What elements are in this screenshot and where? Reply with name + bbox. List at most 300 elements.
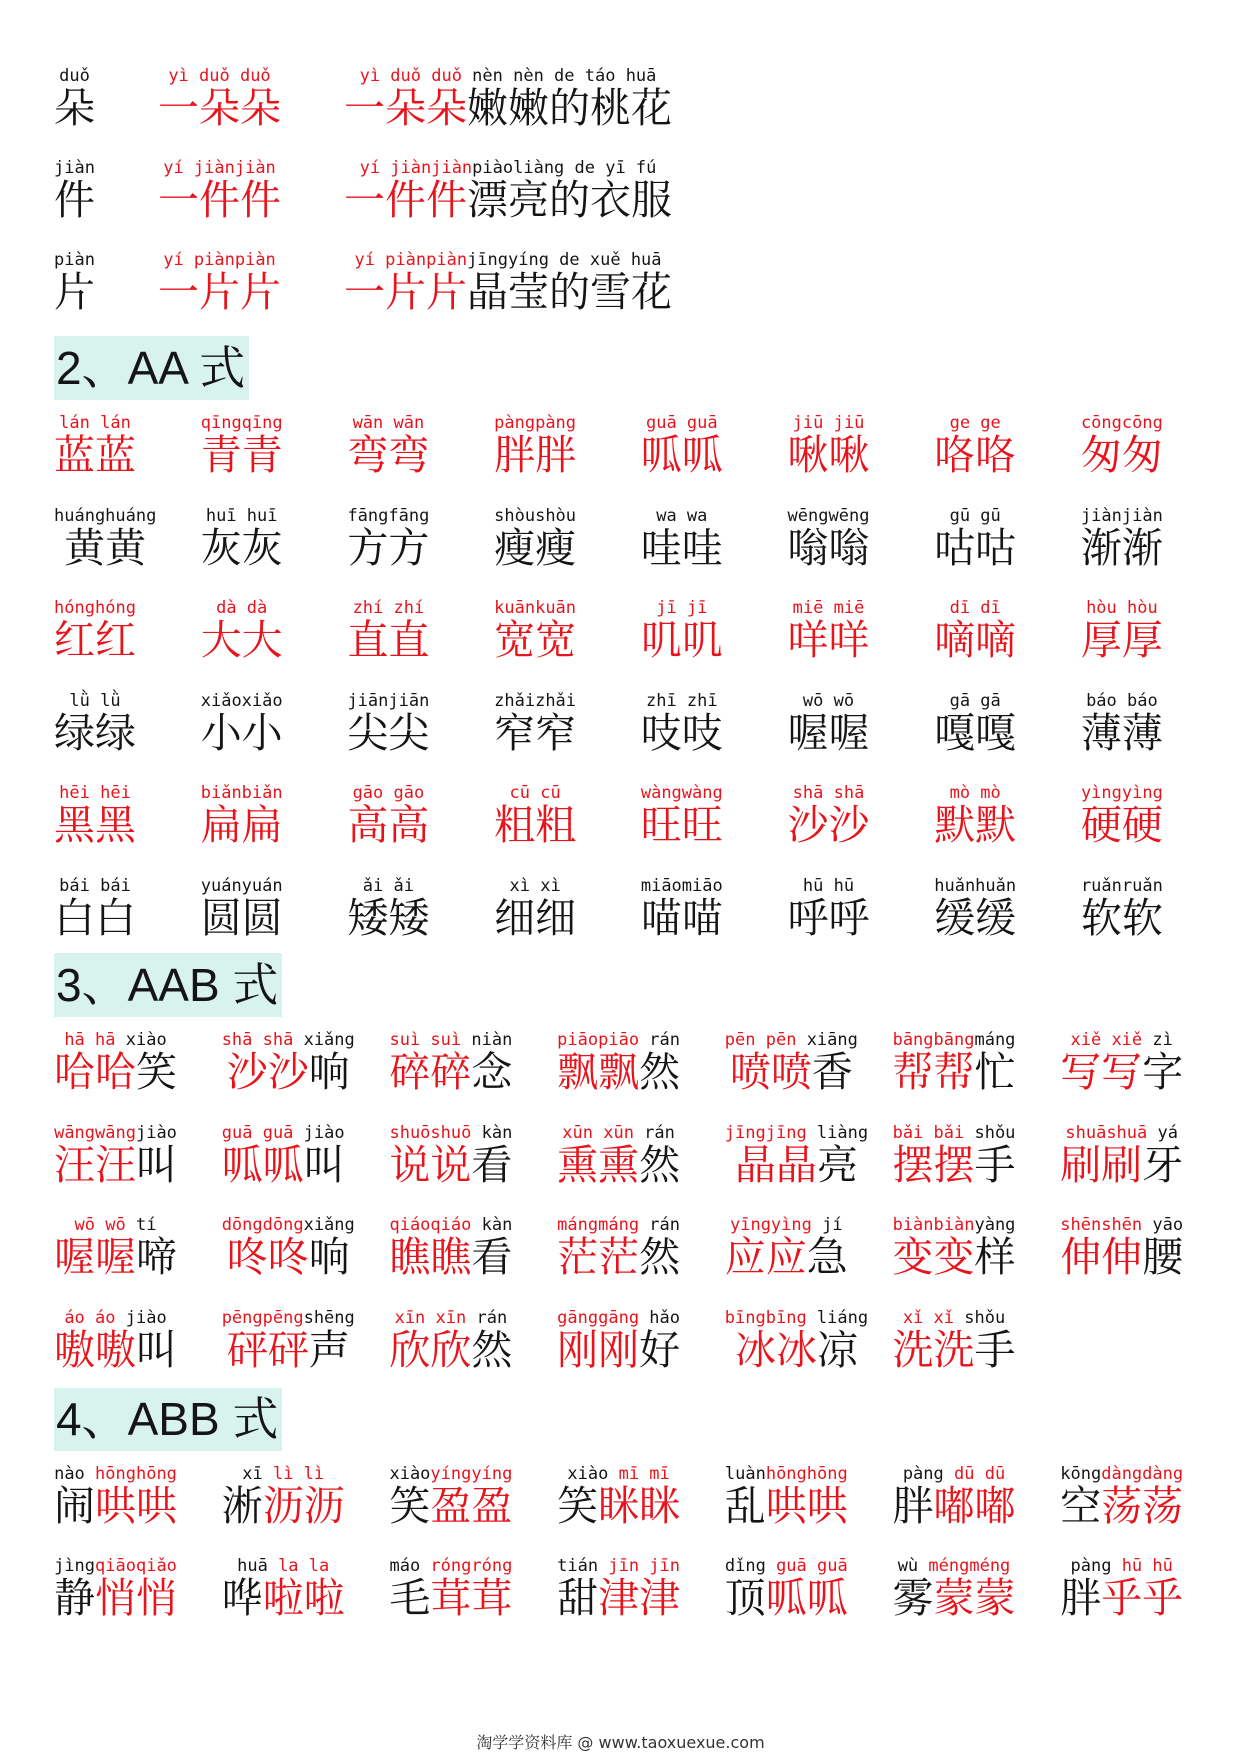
aa-word: [347, 506, 429, 570]
characters-part-a: 欣欣: [389, 1325, 472, 1374]
aa-word: [201, 876, 283, 940]
pinyin-part-a: áo áo: [64, 1307, 116, 1328]
aa-word: [201, 413, 283, 477]
pinyin-part-b: hū hū: [1111, 1556, 1173, 1576]
pinyin: [389, 1123, 512, 1143]
characters: [221, 1481, 345, 1530]
characters: [557, 1576, 680, 1620]
characters: [227, 1235, 350, 1279]
characters-part-b: 啼: [136, 1233, 177, 1281]
characters-part-b: 乎乎: [1101, 1574, 1184, 1622]
pinyin-part-b: liàng: [806, 1122, 869, 1143]
characters: [54, 1235, 177, 1279]
abb-word: [389, 1464, 512, 1528]
characters: 窄窄: [494, 708, 577, 757]
pinyin-part-b: kàn: [471, 1122, 513, 1143]
pinyin-part-b: tí: [125, 1215, 157, 1235]
characters: [221, 1140, 345, 1189]
pinyin: [222, 1123, 345, 1143]
pinyin: [725, 1030, 858, 1050]
characters-part-b: 叫: [136, 1325, 177, 1374]
pinyin: zhǎizhǎi: [494, 690, 577, 711]
pinyin: wān wān: [352, 413, 425, 433]
aa-word: [641, 876, 723, 940]
characters-part-b: 嫩嫩的桃花: [467, 84, 672, 132]
aa-word: [347, 598, 429, 662]
pinyin: wō wō: [802, 690, 855, 711]
aa-word: [494, 598, 576, 662]
pinyin-part-b: rán: [639, 1215, 681, 1235]
pinyin: mò mò: [949, 783, 1001, 803]
aa-word: [494, 413, 576, 477]
characters-part-b: 响: [308, 1233, 350, 1281]
aab-word: [557, 1308, 680, 1372]
aab-word: [222, 1123, 345, 1187]
characters-part-a: 应应: [724, 1233, 807, 1281]
characters-part-b: 好: [639, 1325, 681, 1374]
pinyin-part-a: bīngbīng: [724, 1307, 807, 1328]
characters: [54, 1050, 177, 1094]
characters: [389, 1325, 513, 1374]
pinyin-part-b: yíngyíng: [430, 1463, 513, 1484]
measure-word: [54, 66, 95, 130]
aa-word: [1081, 506, 1163, 570]
pinyin: ruǎnruǎn: [1080, 875, 1163, 896]
aab-word: [54, 1123, 177, 1187]
pinyin: [903, 1308, 1005, 1328]
characters-part-a: 帮帮: [892, 1048, 975, 1096]
pinyin: [242, 1464, 324, 1484]
section-title-aa: 2、AA 式: [54, 336, 249, 400]
characters: [725, 1235, 848, 1279]
pinyin: [222, 1215, 355, 1235]
pinyin-part-b: nèn nèn de táo huā: [461, 66, 657, 86]
aa-word: [788, 783, 870, 847]
aab-word: [389, 1123, 512, 1187]
characters: [1060, 1050, 1183, 1094]
characters-part-a: 顶: [724, 1574, 766, 1622]
characters-part-b: 盈盈: [430, 1481, 513, 1530]
pinyin: [893, 1215, 1016, 1235]
characters: 呼呼: [787, 893, 870, 942]
aa-word: [494, 691, 576, 755]
characters: 高高: [347, 801, 430, 849]
characters-part-b: 蒙蒙: [933, 1574, 1016, 1622]
pinyin-part-a: shēnshēn: [1060, 1215, 1143, 1235]
characters: [389, 1235, 512, 1279]
characters-part-a: 汪汪: [54, 1140, 136, 1189]
aab-word: [389, 1308, 512, 1372]
pinyin: [730, 1215, 843, 1235]
characters: 细细: [494, 893, 577, 942]
pinyin-part-a: xiě xiě: [1070, 1030, 1143, 1050]
characters: [54, 1481, 177, 1530]
characters-part-a: 甜: [557, 1574, 599, 1622]
aa-word: [641, 691, 723, 755]
section-title-aab: 3、AAB 式: [54, 953, 282, 1017]
characters-part-b: 叫: [136, 1140, 177, 1189]
pinyin: hòu hòu: [1086, 598, 1158, 618]
characters-part-a: 笑: [557, 1481, 599, 1530]
aa-word: [347, 413, 429, 477]
aa-word: [934, 691, 1016, 755]
pinyin-part-b: dàngdàng: [1101, 1463, 1184, 1484]
characters: 硬硬: [1080, 801, 1163, 849]
pinyin: duǒ: [59, 66, 90, 86]
aa-word: [1081, 413, 1163, 477]
aa-word: [934, 413, 1016, 477]
measure-word-phrase: [158, 66, 281, 130]
aab-word: [557, 1030, 680, 1094]
characters: 吱吱: [640, 708, 723, 757]
characters-part-a: 淅: [221, 1481, 263, 1530]
pinyin-part-a: tián: [557, 1556, 599, 1576]
characters-part-b: 样: [974, 1233, 1016, 1281]
pinyin: pàngpàng: [494, 413, 577, 433]
abb-word: [389, 1556, 512, 1620]
characters-part-a: 冰冰: [734, 1325, 817, 1374]
pinyin: shòushòu: [494, 505, 577, 526]
characters: [54, 1140, 177, 1189]
characters-part-b: 响: [308, 1048, 350, 1096]
aa-word: [788, 691, 870, 755]
characters: [557, 1235, 680, 1279]
characters: 旺旺: [640, 801, 723, 849]
pinyin-part-a: xiào: [389, 1463, 431, 1484]
abb-word: [893, 1464, 1016, 1528]
characters: 咩咩: [787, 616, 870, 664]
pinyin-part-b: róngróng: [420, 1556, 513, 1576]
pinyin: jiàn: [54, 158, 95, 178]
aab-word: [893, 1215, 1016, 1279]
aa-word: [788, 506, 870, 570]
aab-word: [1060, 1215, 1183, 1279]
pinyin: [75, 1215, 157, 1235]
characters: [226, 1325, 350, 1374]
characters-part-a: 沙沙: [226, 1048, 309, 1096]
pinyin-part-a: yīngyìng: [729, 1215, 812, 1235]
characters-part-b: 津津: [598, 1574, 681, 1622]
abb-word: [54, 1464, 177, 1528]
characters-part-b: 笑: [136, 1048, 177, 1096]
aa-word: [641, 783, 723, 847]
characters-part-b: 然: [639, 1048, 681, 1096]
characters-part-b: 腰: [1142, 1233, 1184, 1281]
characters: [389, 1576, 512, 1620]
pinyin: yì duǒ duǒ: [168, 66, 271, 86]
characters-part-a: 哗: [221, 1574, 263, 1622]
measure-word: [54, 158, 95, 222]
characters-part-b: 牙: [1142, 1140, 1184, 1189]
abb-word: [222, 1556, 345, 1620]
pinyin-part-a: wō wō: [74, 1215, 126, 1235]
characters-part-a: 静: [54, 1574, 95, 1622]
pinyin-part-a: shā shā: [221, 1030, 294, 1050]
characters-part-a: 写写: [1060, 1048, 1143, 1096]
characters-part-b: 呱呱: [765, 1574, 848, 1622]
aa-word: [934, 876, 1016, 940]
characters-part-b: 看: [471, 1233, 513, 1281]
characters: [892, 1481, 1016, 1530]
measure-word-example: [344, 66, 672, 130]
pinyin: [389, 1030, 512, 1050]
characters: 嘎嘎: [934, 708, 1017, 757]
pinyin-part-a: qiáoqiáo: [389, 1215, 472, 1235]
pinyin: yuányuán: [200, 875, 283, 896]
pinyin-part-b: xiào: [115, 1030, 167, 1050]
characters: 嗡嗡: [787, 523, 870, 572]
pinyin: [557, 1030, 680, 1050]
aa-word: [641, 413, 723, 477]
pinyin-part-b: shǒu: [954, 1307, 1006, 1328]
characters-part-a: 瞧瞧: [389, 1233, 472, 1281]
pinyin: [898, 1556, 1011, 1576]
characters: 矮矮: [347, 893, 430, 942]
pinyin: yìngyìng: [1080, 783, 1163, 803]
pinyin-part-b: liáng: [806, 1307, 869, 1328]
pinyin: [725, 1464, 848, 1484]
pinyin-part-b: jí: [811, 1215, 843, 1235]
characters-part-b: 亮: [816, 1140, 858, 1189]
aa-word: [347, 691, 429, 755]
pinyin-part-b: kàn: [471, 1215, 513, 1235]
pinyin: [557, 1556, 680, 1576]
characters: [893, 1576, 1016, 1620]
pinyin-part-a: gānggāng: [557, 1307, 640, 1328]
pinyin-part-b: hǎo: [639, 1307, 681, 1328]
pinyin-part-b: rán: [633, 1122, 675, 1143]
characters: 薄薄: [1080, 708, 1163, 757]
characters-part-b: 声: [308, 1325, 350, 1374]
pinyin: guā guā: [645, 413, 718, 433]
pinyin-part-b: guā guā: [765, 1556, 848, 1576]
characters-part-b: 香: [811, 1048, 853, 1096]
characters-part-a: 砰砰: [226, 1325, 309, 1374]
pinyin-part-a: suì suì: [389, 1030, 462, 1050]
abb-word: [54, 1556, 177, 1620]
characters-part-b: 看: [471, 1140, 513, 1189]
pinyin: [54, 1123, 177, 1143]
pinyin-part-a: luàn: [724, 1463, 766, 1484]
characters-part-b: 茸茸: [430, 1574, 513, 1622]
characters: [1060, 1576, 1183, 1620]
pinyin-part-b: lì lì: [262, 1463, 325, 1484]
characters: 黄黄: [64, 523, 147, 572]
aa-word: [788, 876, 870, 940]
pinyin-part-a: xī: [242, 1463, 263, 1484]
pinyin: hēi hēi: [59, 783, 131, 803]
pinyin: wa wa: [656, 505, 708, 526]
abb-word: [1060, 1556, 1183, 1620]
aa-word: [1081, 598, 1163, 662]
characters: [725, 1576, 848, 1620]
characters: 叽叽: [640, 616, 723, 664]
pinyin-part-a: yí jiànjiàn: [359, 158, 473, 178]
characters-part-a: 喔喔: [54, 1233, 136, 1281]
abb-word: [222, 1464, 345, 1528]
pinyin: qīngqīng: [200, 413, 283, 433]
pinyin: [1065, 1123, 1178, 1143]
pinyin-part-a: pēngpēng: [221, 1307, 304, 1328]
characters: 喔喔: [787, 708, 870, 757]
characters: [1060, 1140, 1184, 1189]
aab-word: [725, 1030, 858, 1094]
characters: 大大: [200, 616, 283, 664]
pinyin-part-b: rán: [466, 1307, 508, 1328]
pinyin: yí piànpiàn: [163, 250, 276, 270]
characters-part-b: 忙: [974, 1048, 1016, 1096]
characters-part-a: 碎碎: [389, 1048, 472, 1096]
pinyin: gū gū: [949, 505, 1001, 526]
characters-part-a: 一朵朵: [344, 84, 467, 132]
pinyin: [1071, 1030, 1173, 1050]
characters: [1060, 1235, 1183, 1279]
aab-word: [557, 1123, 680, 1187]
pinyin: [64, 1030, 166, 1050]
abb-word: [557, 1464, 680, 1528]
characters: 瘦瘦: [494, 523, 577, 572]
pinyin-part-a: mángmáng: [557, 1215, 640, 1235]
characters-part-b: 哄哄: [765, 1481, 848, 1530]
pinyin: [395, 1308, 508, 1328]
characters-part-b: 然: [471, 1325, 513, 1374]
pinyin-part-a: shuāshuā: [1065, 1122, 1148, 1143]
characters: 咯咯: [934, 431, 1017, 479]
pinyin-part-b: jiào: [293, 1122, 345, 1143]
aa-word: [1081, 691, 1163, 755]
characters-part-a: 胖: [1060, 1574, 1102, 1622]
characters: 宽宽: [494, 616, 577, 664]
pinyin: lǜ lǜ: [69, 690, 121, 711]
measure-word-phrase: [158, 158, 281, 222]
characters: 尖尖: [347, 708, 430, 757]
characters: 绿绿: [54, 708, 136, 757]
abb-word: [725, 1464, 848, 1528]
characters: 黑黑: [54, 801, 136, 849]
pinyin: gāo gāo: [352, 783, 425, 803]
characters-part-a: 闹: [54, 1481, 95, 1530]
pinyin-part-b: jiào: [135, 1122, 177, 1143]
pinyin: [222, 1030, 355, 1050]
pinyin: [567, 1464, 669, 1484]
pinyin: shā shā: [792, 783, 865, 803]
characters: [54, 1576, 177, 1620]
pinyin-part-b: xiǎng: [293, 1030, 355, 1050]
pinyin: fāngfāng: [347, 505, 430, 526]
pinyin-part-a: guā guā: [221, 1122, 294, 1143]
characters-part-b: 嘟嘟: [933, 1481, 1016, 1530]
pinyin: lán lán: [59, 413, 131, 433]
pinyin: miāomiāo: [640, 875, 723, 896]
characters: [892, 1140, 1016, 1189]
pinyin: hū hū: [802, 875, 855, 896]
pinyin-part-a: xūn xūn: [562, 1122, 634, 1143]
characters: 红红: [54, 616, 136, 664]
aa-word: [54, 691, 136, 755]
characters-part-b: 然: [639, 1140, 681, 1189]
aa-word: [494, 506, 576, 570]
pinyin: wēngwēng: [787, 505, 870, 526]
aab-word: [54, 1308, 177, 1372]
characters: [557, 1050, 680, 1094]
pinyin-part-b: zì: [1142, 1030, 1173, 1050]
pinyin: [389, 1464, 512, 1484]
characters: 啾啾: [787, 431, 870, 479]
characters-part-a: 雾: [892, 1574, 934, 1622]
pinyin: jī jī: [656, 598, 708, 618]
aa-word: [347, 783, 429, 847]
pinyin-part-b: yāo: [1142, 1215, 1184, 1235]
characters: 厚厚: [1080, 616, 1163, 664]
characters: [227, 1050, 350, 1094]
pinyin-part-a: wù: [897, 1556, 919, 1576]
aa-word: [54, 876, 136, 940]
pinyin-part-b: la la: [267, 1556, 330, 1576]
pinyin-part-b: jiào: [115, 1307, 167, 1328]
pinyin: huánghuáng: [54, 505, 157, 526]
pinyin-part-b: jīn jīn: [598, 1556, 681, 1576]
pinyin-part-b: yàng: [974, 1215, 1016, 1235]
characters-part-b: 急: [806, 1233, 848, 1281]
pinyin: cōngcōng: [1080, 413, 1163, 433]
aa-word: [1081, 876, 1163, 940]
aab-word: [54, 1030, 177, 1094]
pinyin-part-b: xiǎng: [303, 1215, 355, 1235]
characters-part-a: 呱呱: [221, 1140, 304, 1189]
pinyin-part-b: yá: [1147, 1122, 1178, 1143]
characters-part-a: 笑: [389, 1481, 431, 1530]
characters: 渐渐: [1080, 523, 1163, 572]
characters-part-b: 字: [1142, 1048, 1184, 1096]
pinyin-part-b: dū dū: [943, 1463, 1006, 1484]
pinyin: jiū jiū: [792, 413, 865, 433]
footer-watermark: 淘学学资料库 @ www.taoxuexue.com: [476, 1733, 765, 1752]
pinyin: jiànjiàn: [1080, 505, 1163, 526]
pinyin-part-a: piāopiāo: [557, 1030, 640, 1050]
characters-part-a: 一片片: [344, 268, 467, 316]
aa-word: [54, 598, 136, 662]
characters-part-b: 哄哄: [95, 1481, 177, 1530]
characters: 直直: [347, 616, 430, 664]
abb-word: [1060, 1464, 1183, 1528]
aab-word: [1060, 1123, 1183, 1187]
aab-word: [54, 1215, 177, 1279]
aab-word: [222, 1215, 355, 1279]
characters-part-b: 荡荡: [1101, 1481, 1184, 1530]
aa-word: [54, 506, 156, 570]
pinyin-part-a: dǐng: [724, 1556, 766, 1576]
pinyin: wàngwàng: [640, 783, 723, 803]
characters: [734, 1140, 858, 1189]
characters: 匆匆: [1080, 431, 1163, 479]
characters: 扁扁: [200, 801, 283, 849]
characters-part-a: 洗洗: [892, 1325, 975, 1374]
characters-part-a: 伸伸: [1060, 1233, 1143, 1281]
characters-part-b: 眯眯: [598, 1481, 681, 1530]
characters: 软软: [1080, 893, 1163, 942]
pinyin-part-b: qiāoqiǎo: [95, 1556, 177, 1576]
pinyin-part-a: bǎi bǎi: [892, 1122, 965, 1143]
characters-part-a: 刚刚: [557, 1325, 640, 1374]
pinyin: [903, 1464, 1005, 1484]
pinyin-part-b: máng: [974, 1030, 1016, 1050]
pinyin-part-b: jīngyíng de xuě huā: [467, 250, 662, 270]
aab-word: [725, 1308, 868, 1372]
pinyin: dī dī: [949, 598, 1001, 618]
characters: 缓缓: [934, 893, 1017, 942]
pinyin: [562, 1123, 675, 1143]
characters-part-a: 喷喷: [729, 1048, 812, 1096]
